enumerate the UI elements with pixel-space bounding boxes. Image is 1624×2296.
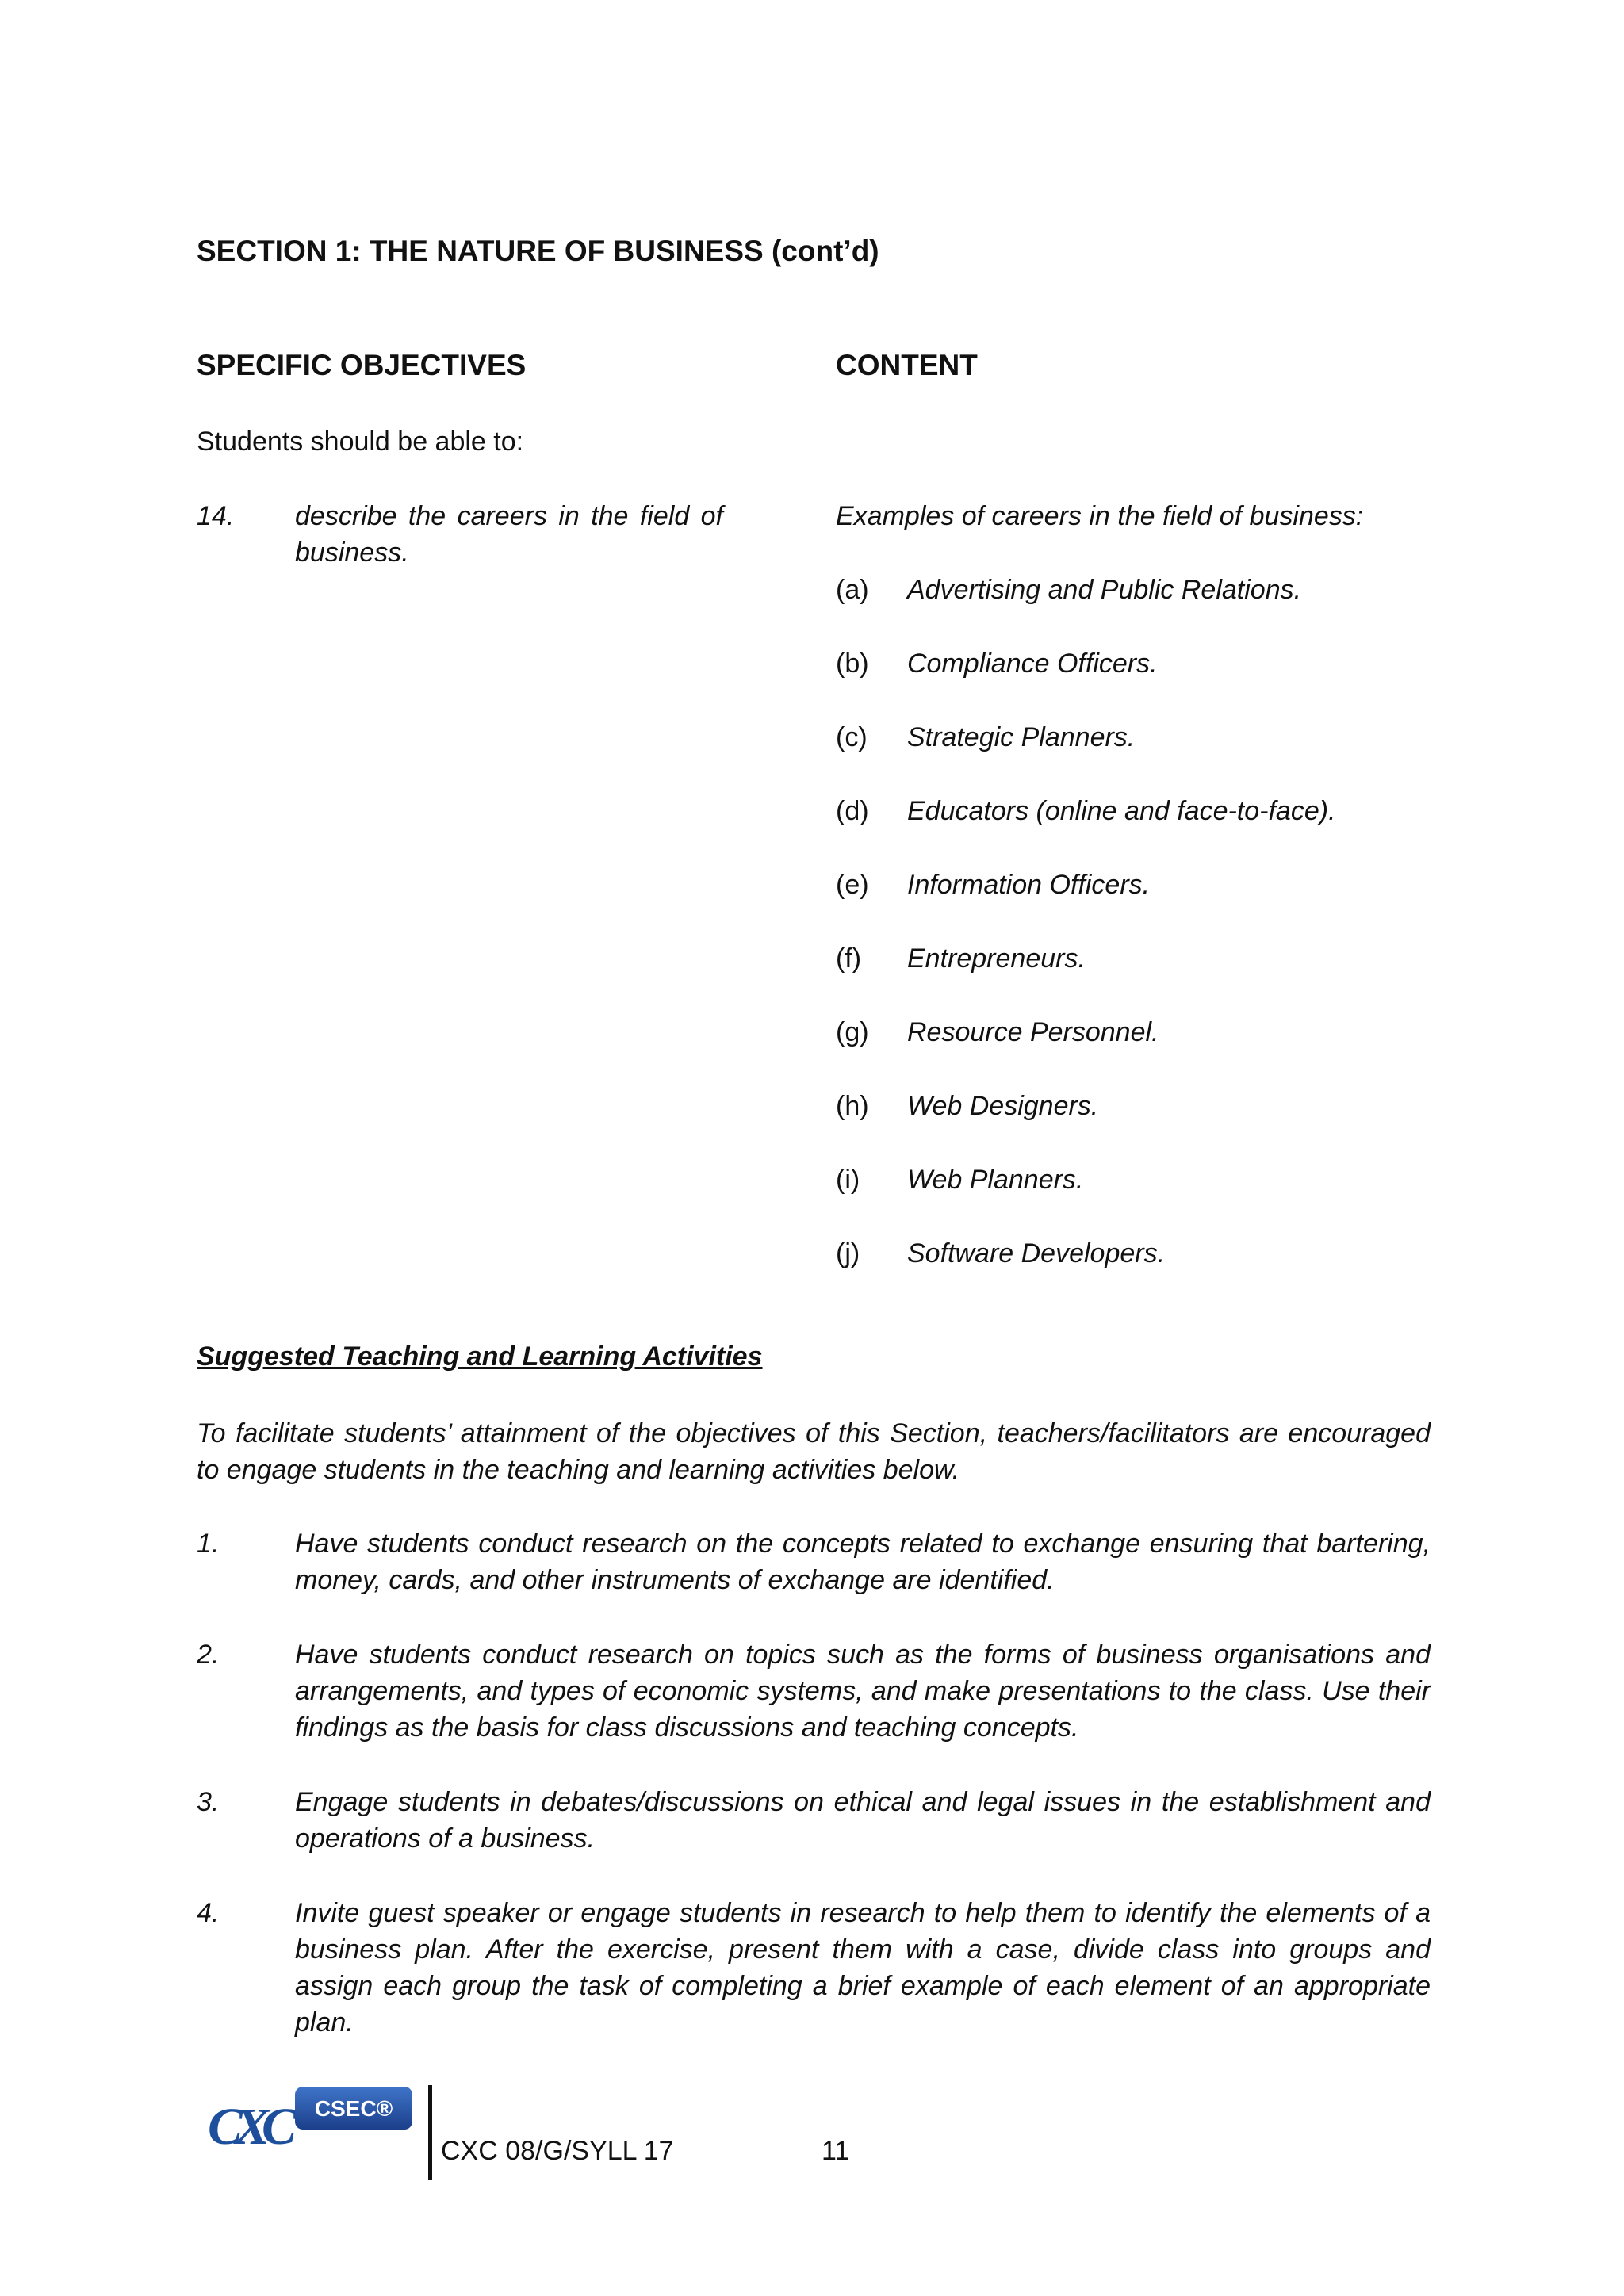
content-heading: CONTENT [836,349,978,381]
career-text: Information Officers. [907,870,1151,900]
career-letter: (a) [836,575,869,605]
career-text: Compliance Officers. [907,649,1158,679]
section-title: SECTION 1: THE NATURE OF BUSINESS (cont’d) [197,235,879,267]
career-text: Advertising and Public Relations. [907,575,1302,605]
career-letter: (d) [836,796,869,826]
career-text: Entrepreneurs. [907,943,1086,974]
activity-text: Engage students in debates/discussions on ethical and legal issues in the establishment and operations of a business. [295,1787,1431,1854]
activity-number: 4. [197,1898,220,1928]
career-letter: (j) [836,1238,860,1269]
career-letter: (h) [836,1091,869,1121]
activity-text: Have students conduct research on the concepts related to exchange ensuring that bartering, money, cards, and other instruments of exchange are identified. [295,1529,1431,1595]
objective-text: describe the careers in the field of business. [295,501,723,568]
career-text: Resource Personnel. [907,1017,1159,1047]
career-text: Software Developers. [907,1238,1166,1269]
career-text: Web Planners. [907,1165,1084,1195]
specific-objectives-heading: SPECIFIC OBJECTIVES [197,349,527,381]
career-letter: (g) [836,1017,869,1047]
career-letter: (f) [836,943,862,974]
cxc-csec-logo [206,2082,416,2158]
career-text: Educators (online and face-to-face). [907,796,1336,826]
career-letter: (e) [836,870,869,900]
activities-intro: To facilitate students’ attainment of the objectives of this Section, teachers/facilitators are encouraged to engage students in the teaching and learning activities below. [197,1418,1431,1485]
career-text: Strategic Planners. [907,722,1136,752]
activity-text: Have students conduct research on topics such as the forms of business organisations and arrangements, and types of economic systems, and make presentations to the class. Use their findings as the basis for class discussions and teaching concepts. [295,1640,1431,1743]
activity-text: Invite guest speaker or engage students in research to help them to identify the elements of a business plan. After the exercise, present them with a case, divide class into groups and assign each group the task of completing a brief example of each element of an appropriate plan. [295,1898,1431,2038]
activities-heading: Suggested Teaching and Learning Activities [197,1341,763,1372]
career-letter: (i) [836,1165,860,1195]
content-intro: Examples of careers in the field of business: [836,501,1364,531]
objectives-intro: Students should be able to: [197,427,524,457]
csec-badge-text: CSEC® [314,2096,393,2121]
page-number: 11 [822,2136,850,2166]
career-letter: (c) [836,722,868,752]
cxc-logo-mark: CXC [208,2098,289,2156]
activity-number: 2. [197,1640,220,1670]
career-text: Web Designers. [907,1091,1099,1121]
footer-divider [428,2085,432,2180]
syllabus-code: CXC 08/G/SYLL 17 [441,2136,674,2166]
career-letter: (b) [836,649,869,679]
objective-number: 14. [197,501,235,531]
activity-number: 3. [197,1787,220,1817]
activity-number: 1. [197,1529,220,1559]
